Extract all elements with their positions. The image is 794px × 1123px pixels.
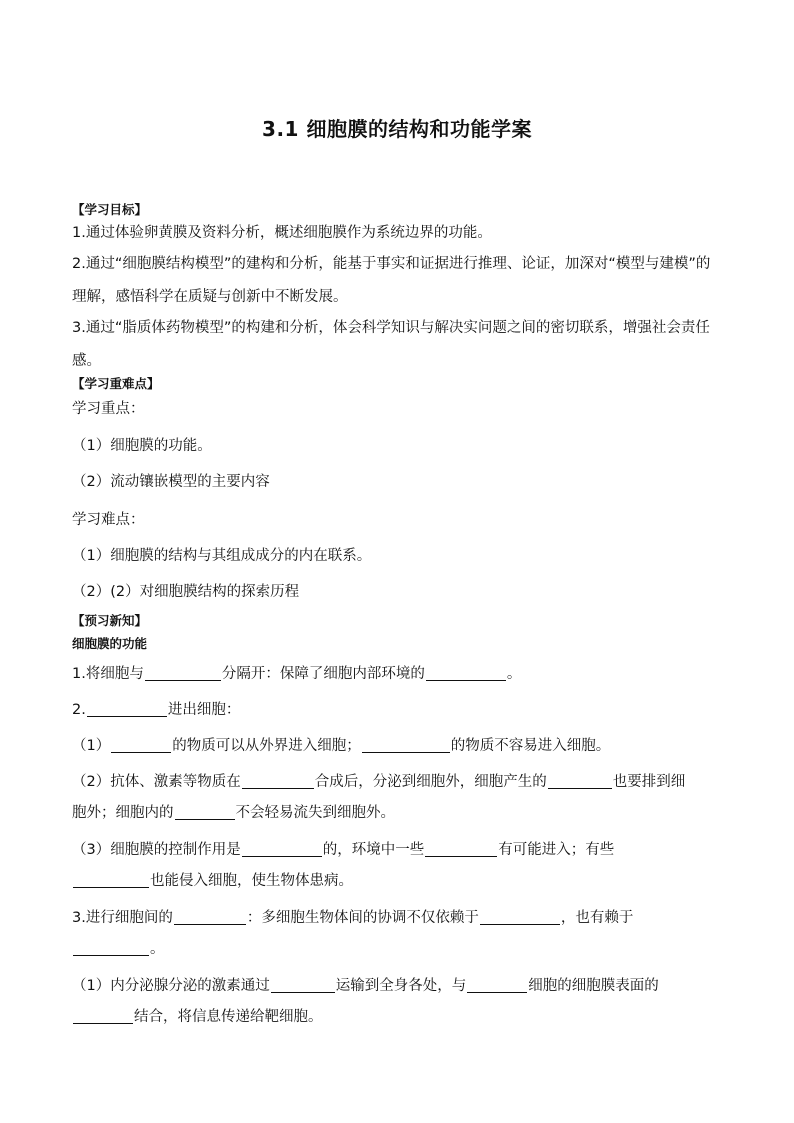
fill-blank[interactable] (73, 1007, 133, 1024)
fill-blank[interactable] (242, 840, 322, 857)
fill-blank[interactable] (480, 908, 560, 925)
question-2-1: （1） 的物质可以从外界进入细胞； 的物质不容易进入细胞。 (72, 738, 611, 754)
difficulty-item-1: （1）细胞膜的结构与其组成成分的内在联系。 (72, 548, 372, 564)
fill-blank[interactable] (425, 840, 497, 857)
fill-blank[interactable] (87, 700, 167, 717)
page-title: 3.1 细胞膜的结构和功能学案 (262, 117, 532, 141)
fill-blank[interactable] (426, 664, 506, 681)
question-3-cont: 。 (72, 933, 722, 966)
fill-blank[interactable] (242, 772, 314, 789)
fill-blank[interactable] (175, 803, 235, 820)
preview-subheading: 细胞膜的功能 (72, 636, 148, 651)
question-3-1: （1）内分泌腺分泌的激素通过 运输到全身各处，与 细胞的细胞膜表面的 (72, 978, 659, 994)
difficulty-label: 学习难点： (72, 512, 145, 528)
objective-3: 3.通过“脂质体药物模型”的构建和分析，体会科学知识与解决实问题之间的密切联系，增强社会责任感。 (72, 320, 710, 369)
question-2-2: （2）抗体、激素等物质在 合成后，分泌到细胞外，细胞产生的 也要排到细 (72, 774, 686, 790)
fill-blank[interactable] (111, 736, 171, 753)
fill-blank[interactable] (271, 976, 335, 993)
question-2-3: （3）细胞膜的控制作用是 的，环境中一些 有可能进入；有些 (72, 842, 615, 858)
preview-heading: 【预习新知】 (72, 613, 148, 628)
question-2-3-cont: 也能侵入细胞，使生物体患病。 (72, 865, 722, 898)
difficulty-item-2: （2）(2）对细胞膜结构的探索历程 (72, 584, 300, 600)
question-1: 1.将细胞与 分隔开：保障了细胞内部环境的 。 (72, 666, 522, 682)
question-2-2-cont: 胞外；细胞内的 不会轻易流失到细胞外。 (72, 805, 395, 821)
fill-blank[interactable] (73, 939, 149, 956)
focus-label: 学习重点： (72, 401, 145, 417)
question-3: 3.进行细胞间的 ：多细胞生物体间的协调不仅依赖于 ，也有赖于 (72, 910, 634, 926)
objectives-heading: 【学习目标】 (72, 202, 148, 217)
fill-blank[interactable] (145, 664, 221, 681)
focus-item-1: （1）细胞膜的功能。 (72, 438, 212, 454)
fill-blank[interactable] (73, 871, 149, 888)
objective-1: 1.通过体验卵黄膜及资料分析，概述细胞膜作为系统边界的功能。 (72, 225, 492, 241)
fill-blank[interactable] (548, 772, 612, 789)
fill-blank[interactable] (362, 736, 450, 753)
keypoints-heading: 【学习重难点】 (72, 376, 160, 391)
fill-blank[interactable] (174, 908, 246, 925)
fill-blank[interactable] (467, 976, 527, 993)
question-2: 2. 进出细胞： (72, 702, 241, 718)
focus-item-2: （2）流动镶嵌模型的主要内容 (72, 474, 270, 490)
question-3-1-cont: 结合，将信息传递给靶细胞。 (72, 1001, 722, 1034)
objective-2: 2.通过“细胞膜结构模型”的建构和分析，能基于事实和证据进行推理、论证，加深对“模型与建模”的理解，感悟科学在质疑与创新中不断发展。 (72, 256, 711, 305)
